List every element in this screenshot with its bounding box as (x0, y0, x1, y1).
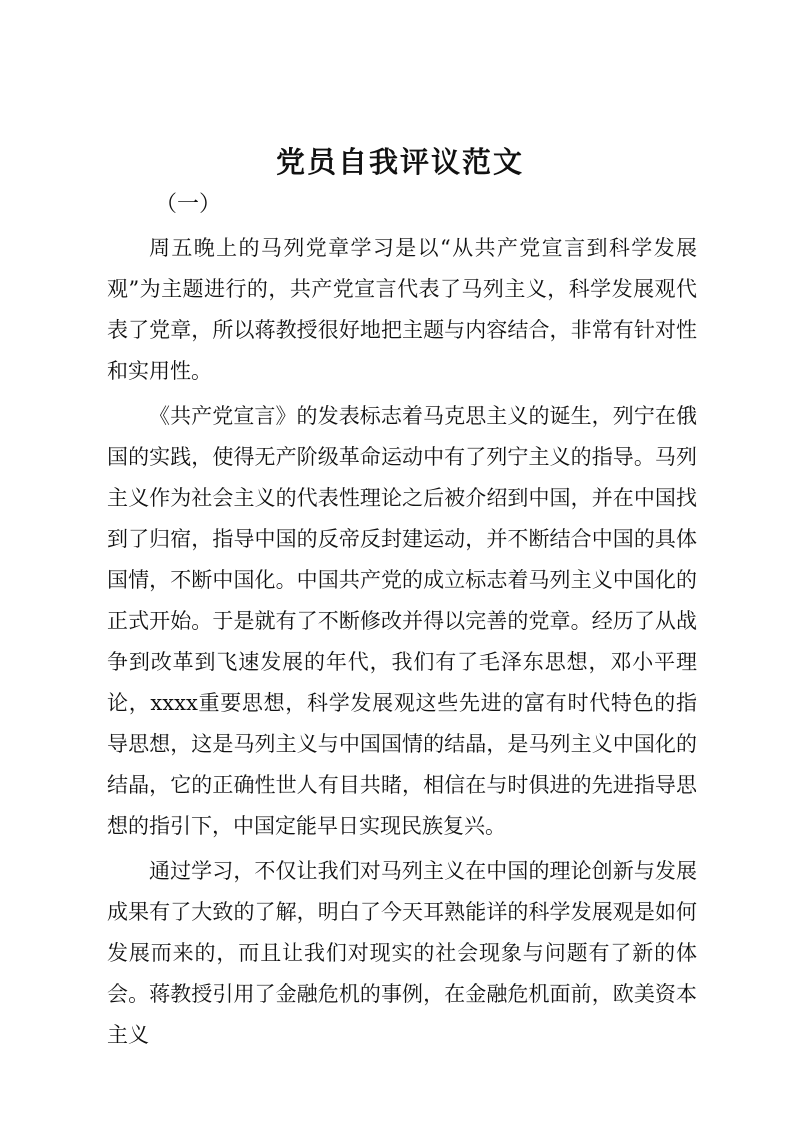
section-number: （一） (155, 192, 222, 217)
paragraph: 《共产党宣言》的发表标志着马克思主义的诞生，列宁在俄国的实践，使得无产阶级革命运动中有了列宁主义的指导。马列主义作为社会主义的代表性理论之后被介绍到中国，并在中国找到了归宿，指导中国的反帝反封建运动，并不断结合中国的具体国情，不断中国化。中国共产党的成立标志着马列主义中国化的正式开始。于是就有了不断修改并得以完善的党章。经历了从战争到改革到飞速发展的年代，我们有了毛泽东思想，邓小平理论，xxxx重要思想，科学发展观这些先进的富有时代特色的指导思想，这是马列主义与中国国情的结晶，是马列主义中国化的结晶，它的正确性世人有目共睹，相信在与时俱进的先进指导思想的指引下，中国定能早日实现民族复兴。 (107, 404, 697, 838)
paragraph: 周五晚上的马列党章学习是以“从共产党宣言到科学发展观”为主题进行的，共产党宣言代表了马列主义，科学发展观代表了党章，所以蒋教授很好地把主题与内容结合，非常有针对性和实用性。 (107, 236, 697, 383)
document-title: 党员自我评议范文 (275, 145, 524, 179)
document-body (107, 228, 697, 1056)
paragraph: 通过学习，不仅让我们对马列主义在中国的理论创新与发展成果有了大致的了解，明白了今天耳熟能详的科学发展观是如何发展而来的，而且让我们对现实的社会现象与问题有了新的体会。蒋教授引用了金融危机的事例，在金融危机面前，欧美资本主义 (107, 859, 697, 1047)
